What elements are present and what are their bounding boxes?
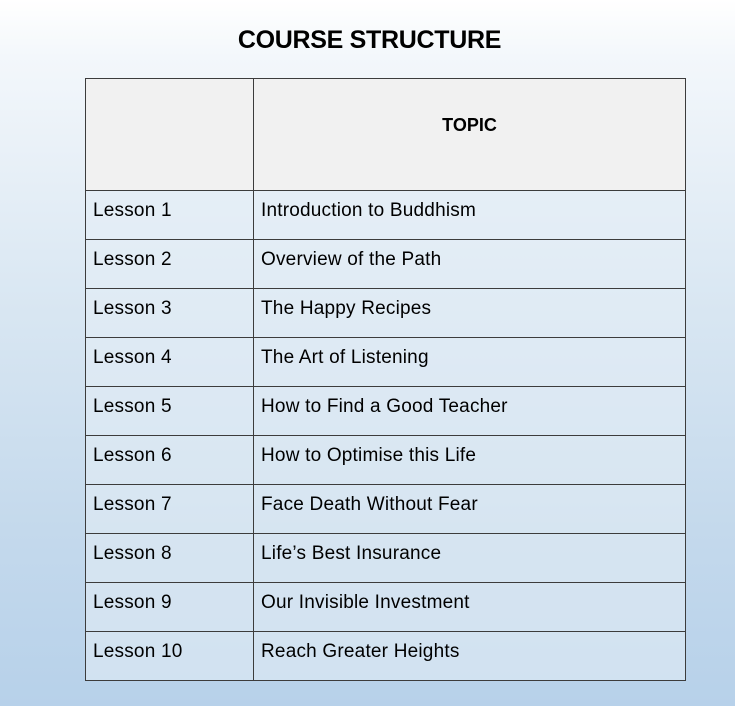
table-row: [86, 583, 686, 632]
lesson-cell: Lesson 4: [86, 338, 254, 387]
page-title: COURSE STRUCTURE: [237, 26, 502, 54]
lesson-column-header: [86, 79, 254, 191]
lesson-cell: Lesson 9: [86, 583, 254, 632]
course-structure-table: [85, 78, 686, 681]
table-row: [86, 338, 686, 387]
topic-cell: Overview of the Path: [254, 240, 686, 289]
table-row: [86, 387, 686, 436]
table-row: [86, 436, 686, 485]
lesson-cell: Lesson 1: [86, 191, 254, 240]
table-row: [86, 485, 686, 534]
topic-cell: The Art of Listening: [254, 338, 686, 387]
topic-cell: Life’s Best Insurance: [254, 534, 686, 583]
topic-cell: Reach Greater Heights: [254, 632, 686, 681]
topic-cell: Face Death Without Fear: [254, 485, 686, 534]
topic-cell: How to Find a Good Teacher: [254, 387, 686, 436]
table-row: [86, 240, 686, 289]
lesson-cell: Lesson 3: [86, 289, 254, 338]
lesson-cell: Lesson 5: [86, 387, 254, 436]
table-header-row: [86, 79, 686, 191]
lesson-cell: Lesson 8: [86, 534, 254, 583]
table-row: [86, 289, 686, 338]
table-row: [86, 191, 686, 240]
topic-column-header: TOPIC: [254, 79, 686, 191]
topic-cell: How to Optimise this Life: [254, 436, 686, 485]
table-row: [86, 632, 686, 681]
topic-cell: Our Invisible Investment: [254, 583, 686, 632]
topic-cell: Introduction to Buddhism: [254, 191, 686, 240]
lesson-cell: Lesson 2: [86, 240, 254, 289]
table-row: [86, 534, 686, 583]
topic-cell: The Happy Recipes: [254, 289, 686, 338]
lesson-cell: Lesson 10: [86, 632, 254, 681]
lesson-cell: Lesson 6: [86, 436, 254, 485]
lesson-cell: Lesson 7: [86, 485, 254, 534]
